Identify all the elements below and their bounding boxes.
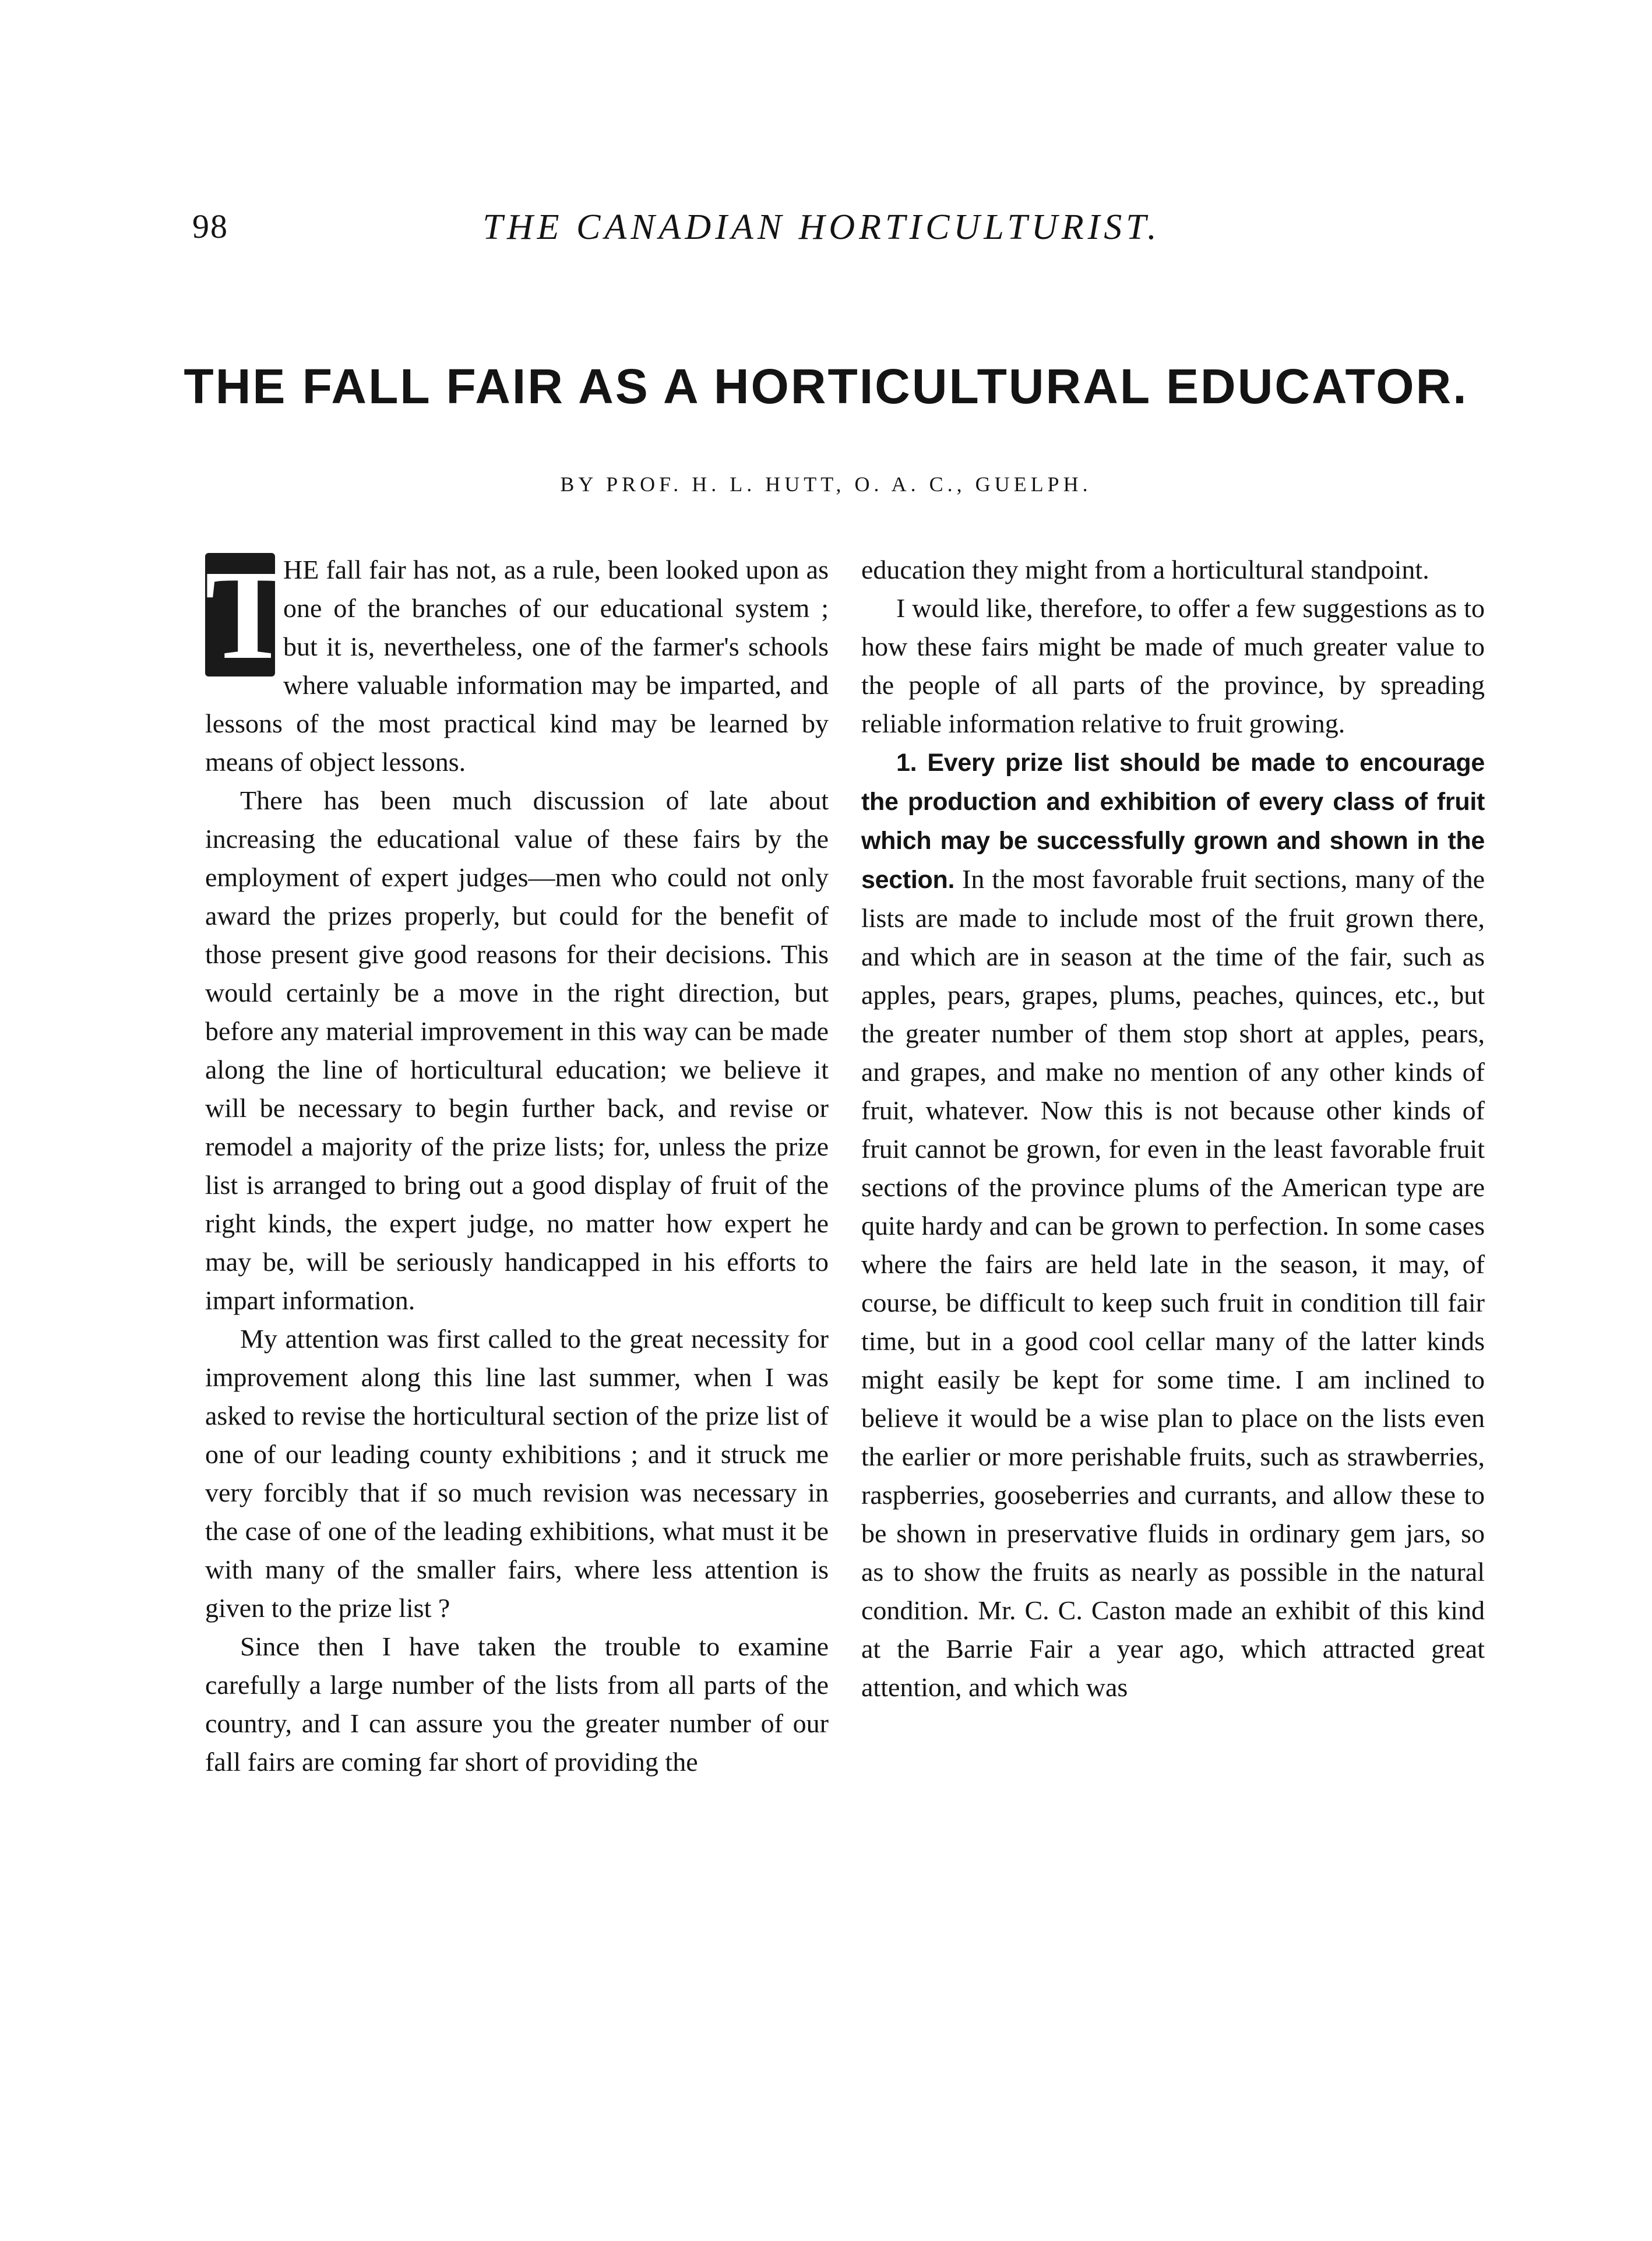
drop-cap-letter: T xyxy=(205,544,291,686)
page-number: 98 xyxy=(192,207,228,245)
left-column xyxy=(205,544,829,1781)
paragraph-2: There has been much discussion of late about increasing the educational value of these fairs by the employment of expert judges—men who could not only award the prizes properly, but could for the benefit of those present give good reasons for their decisions. This would certainly be a move in the right direction, but before any material improvement in this way can be made along the line of horticultural education; we believe it will be necessary to begin further back, and revise or remodel a majority of the prize lists; for, unless the prize list is arranged to bring out a good display of fruit of the right kinds, the expert judge, no matter how expert he may be, will be seriously handicapped in his efforts to impart information. xyxy=(205,785,829,1315)
paragraph-1 xyxy=(205,544,829,781)
paragraph-6-text: In the most favorable fruit sections, many of the lists are made to include most of the fruit grown there, and which are in season at the time of the fair, such as apples, pears, grapes, plums, peaches, quinces, etc., but the greater number of them stop short at apples, pears, and grapes, and make no mention of any other kinds of fruit, whatever. Now this is not because other kinds of fruit cannot be grown, for even in the least favorable fruit sections of the province plums of the American type are quite hardy and can be grown to perfection. In some cases where the fairs are held late in the season, it may, of course, be difficult to keep such fruit in condition till fair time, but in a good cool cellar many of the latter kinds might easily be kept for some time. I am inclined to believe it would be a wise plan to place on the lists even the earlier or more perishable fruits, such as strawberries, raspberries, gooseberries and currants, and allow these to be shown in preservative fluids in ordinary gem jars, so as to show the fruits as nearly as possible in the natural condition. Mr. C. C. Caston made an exhibit of this kind at the Barrie Fair a year ago, which attracted great attention, and which was xyxy=(861,864,1485,1702)
article-title: THE FALL FAIR AS A HORTICULTURAL EDUCATOR. xyxy=(184,359,1468,414)
paragraph-6 xyxy=(861,743,1485,1707)
right-column xyxy=(861,551,1485,1707)
paragraph-4-continued: education they might from a horticultural standpoint. xyxy=(861,555,1429,584)
paragraph-3: My attention was first called to the great necessity for improvement along this line last summer, when I was asked to revise the horticultural section of the prize list of one of our leading county exhibitions ; and it struck me very forcibly that if so much revision was necessary in the case of one of the leading exhibitions, what must it be with many of the smaller fairs, where less attention is given to the prize list ? xyxy=(205,1324,829,1623)
drop-cap-ornament xyxy=(205,544,291,686)
byline: BY PROF. H. L. HUTT, O. A. C., GUELPH. xyxy=(560,473,1092,496)
paragraph-1-text: HE fall fair has not, as a rule, been looked upon as one of the branches of our educational system ; but it is, nevertheless, one of the farmer's schools where valuable information may be imparted, and lessons of the most practical kind may be learned by means of object lessons. xyxy=(205,555,829,777)
paragraph-4: Since then I have taken the trouble to examine carefully a large number of the lists from all parts of the country, and I can assure you the greater number of our fall fairs are coming far short of providing the xyxy=(205,1632,829,1777)
journal-title: THE CANADIAN HORTICULTURIST. xyxy=(482,207,1161,247)
paragraph-5: I would like, therefore, to offer a few suggestions as to how these fairs might be made of much greater value to the people of all parts of the province, by spreading reliable information relative to fruit growing. xyxy=(861,593,1485,738)
suggestion-1-heading: 1. Every prize list should be made to encourage the production and exhibition of every class of fruit which may be successfully grown and shown in the section. xyxy=(861,749,1485,894)
running-head xyxy=(192,207,1451,259)
